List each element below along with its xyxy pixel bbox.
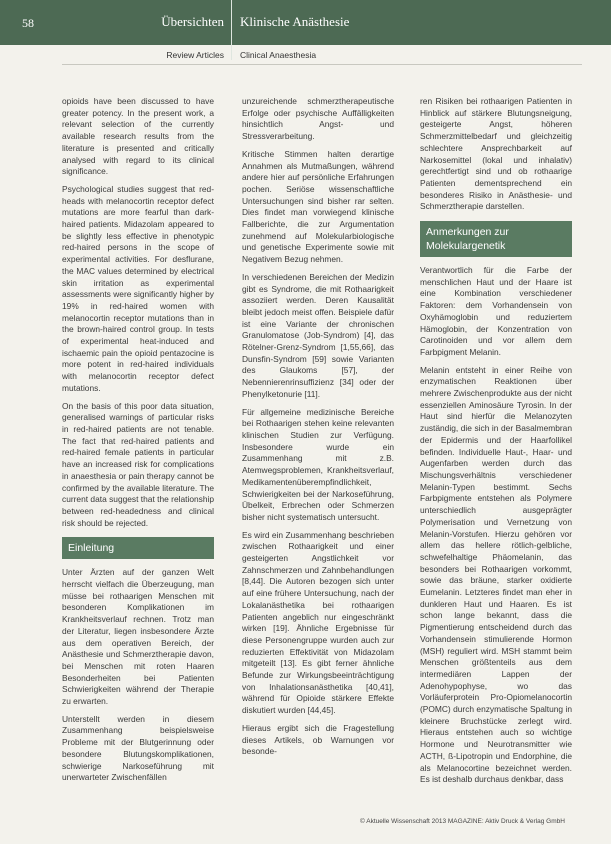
body-paragraph: In verschiedenen Bereichen der Medizin gibt es Syndrome, die mit Rothaarigkeit assoziiert werden. Deren Kausalität bleibt jedoch meist offen. Beispiele dafür ist eine Variante der chronischen Granulomatose (Job-Syndrom) [4], das Rötelner-Grenz-Syndrom [1,55,66], das Dunsfin-Syndrom [59] sowie Varianten des Glaukoms [57], der Nebennierenrinsuffizienz [34] oder der Phenylketonurie [11]. xyxy=(242,271,394,399)
section-title-left: Übersichten xyxy=(161,14,224,29)
body-paragraph: Unterstellt werden in diesem Zusammenhang beispielsweise Probleme mit der Blutgerinnung oder besondere Blutungskomplikationen, schwierige Narkoseführung mit unerwarteter Zwischenfällen xyxy=(62,713,214,783)
abstract-paragraph: Psychological studies suggest that red-heads with melanocortin receptor defect mutations are more fearful than dark-haired patients. Midazolam appeared to be slightly less effective in phenotypic red-haired persons in the scope of experimental activities. For desflurane, the MAC values determined by electrical skin irritation as experimental assessments were significantly higher by 19% in red-haired women with melanocortin receptor mutations than in the brown-haired control group. In tests of experimental heat-induced and ischaemic pain the opioid pentazocine is more potent in red-haired individuals with melanocortin receptor defect mutations. xyxy=(62,183,214,393)
body-paragraph: Kritische Stimmen halten derartige Annahmen als Mutmaßungen, während andere hier auf persönliche Erfahrungen pochen. Seriöse wissenschaftliche Untersuchungen sind bisher rar selten. Dies findet man vorwiegend klinische Fallberichte, die zur Argumentation zunehmend auf Molekularbiologische und genetische Experimente sowie mit Negativem Bezug nehmen. xyxy=(242,148,394,265)
body-paragraph: Für allgemeine medizinische Bereiche bei Rothaarigen stehen keine relevanten klinischen Studien zur Verfügung. Insbesondere wurde ein Zusammenhang mit z.B. Atemwegsproblemen, Krankheitsverlauf, Medikamentenüberempfindlichkeit, Schwierigkeiten bei der Narkoseführung, Übelkeit, Erbrechen oder Schmerzen bisher nicht systematisch untersucht. xyxy=(242,406,394,522)
body-paragraph: Verantwortlich für die Farbe der menschlichen Haut und der Haare ist eine Kombination verschiedener Faktoren: dem Vorhandensein von Oxyhämoglobin und reduziertem Hämoglobin, der Konzentration von Carotinoiden und vor allem dem Farbpigment Melanin. xyxy=(420,265,572,357)
section-heading-molecular-genetics: Anmerkungen zur Molekulargenetik xyxy=(420,221,572,257)
subsection-right: Clinical Anaesthesia xyxy=(240,50,317,60)
body-paragraph: Hieraus ergibt sich die Fragestellung dieses Artikels, ob Warnungen vor besonde- xyxy=(242,722,394,757)
page-header xyxy=(0,0,611,45)
abstract-paragraph: opioids have been discussed to have greater potency. In the present work, a relevant selection of the currently available research results from the literature is presented and critically analysed with regard to its clinical significance. xyxy=(62,96,214,177)
abstract-paragraph: On the basis of this poor data situation, generalised warnings of particular risks in red-haired patients are not tenable. The fact that red-haired patients and red-haired female patients in particular have an increased risk for complications in anaesthesia or pain therapy cannot be confirmed by the available literature. The current data suggest that the relationship between red-headedness and clinical risk should be rejected. xyxy=(62,400,214,528)
section-title-right: Klinische Anästhesie xyxy=(240,14,350,29)
subsection-left: Review Articles xyxy=(166,50,224,60)
body-paragraph: unzureichende schmerztherapeutische Erfolge oder psychische Auffälligkeiten hinsichtlich Angst- und Stressverarbeitung. xyxy=(242,96,394,142)
header-rule xyxy=(62,64,582,65)
body-paragraph: Melanin entsteht in einer Reihe von enzymatischen Reaktionen über mehrere Zwischenprodukte aus der nicht essenziellen Aminosäure Tyrosin. In der Haut sind hierfür die Melanozyten zuständig, die sich in der Basalmembran der Epidermis und der Haarfollikel befinden. Individuelle Haut-, Haar- und Augenfarben werden durch das Mischungsverhältnis verschiedener Melanin-Typen bestimmt. Sechs Farbpigmente entstehen als Polymere unterschiedlich ausgeprägter Polymerisation und Vernetzung von Melanin-Vorstufen. Hierzu gehören vor allem das hellere rötlich-gelbliche, schwefelhaltige Phäomelanin, das besonders bei Rothaarigen vorkommt, sowie das bräune, starker oxidierte Eumelanin. Letzteres findet man eher in dunkleren Haut und Haaren. Es ist schon lange bekannt, dass die Pigmentierung entscheidend durch das Vorhandensein stimulierende Hormon (MSH) reguliert wird. MSH stammt beim Menschen größtenteils aus dem intermediären Lappen der Adenohypophyse, wo das Vorläuferprotein Pro-Opiomelanocortin (POMC) durch enzymatische Spaltung in kleinere Bruchstücke zerlegt wird. Hieraus entstehen auch so wichtige Hormone und Neurotransmitter wie ACTH, ß-Lipotropin und Endorphine, die als Melanocortine bezeichnet werden. Es ist deshalb durchaus denkbar, dass xyxy=(420,364,572,785)
body-paragraph: Es wird ein Zusammenhang beschrieben zwischen Rothaarigkeit und einer gesteigerten Angstlichkeit vor Zahnschmerzen und Zahnbehandlungen [8,44]. Die Autoren bezogen sich unter auf eine frühere Untersuchung, nach der Lokalanästhetika bei rothaarigen Patienten angeblich nur eingeschränkt wirken [19]. Ähnliche Ergebnisse für diese Personengruppe wurden auch zur reduzierten Effektivität von Midazolam mitgeteilt [13]. Es gibt ferner ähnliche Befunde zur Wirkungsbeeinträchtigung von Inhalationsanästhetika [40,41], während für Opioide stärkere Effekte diskutiert wurden [44,45]. xyxy=(242,529,394,716)
header-divider xyxy=(231,0,232,60)
column-1 xyxy=(62,96,214,790)
body-paragraph: ren Risiken bei rothaarigen Patienten in Hinblick auf stärkere Blutungsneigung, gesteigerte Angst, höheren Schmerzmittelbedarf und gleichzeitig schlechtere Ansprechbarkeit auf Narkosemittel (lokal und inhalativ) gerechtfertigt sind und ob rothaarige Patienten dementsprechend ein besonderes Risiko in Anästhesie- und Schmerztherapie darstellen. xyxy=(420,96,572,212)
section-heading-introduction: Einleitung xyxy=(62,537,214,559)
column-2 xyxy=(242,96,394,764)
copyright-footer: © Aktuelle Wissenschaft 2013 MAGAZINE: Aktiv Druck & Verlag GmbH xyxy=(360,818,565,825)
column-3 xyxy=(420,96,572,792)
page-number: 58 xyxy=(22,16,34,30)
body-paragraph: Unter Ärzten auf der ganzen Welt herrscht vielfach die Überzeugung, man müsse bei rothaarigen Menschen mit besonderen Komplikationen im Krankheitsverlauf rechnen. Trotz man der Literatur, liegen insbesondere Ärzte aus dem operativen Bereich, der Anästhesie und Schmerztherapie davon, bei Menschen mit roten Haaren Besonderheiten bei Patienten Schwierigkeiten während der Therapie zu erwarten. xyxy=(62,567,214,707)
